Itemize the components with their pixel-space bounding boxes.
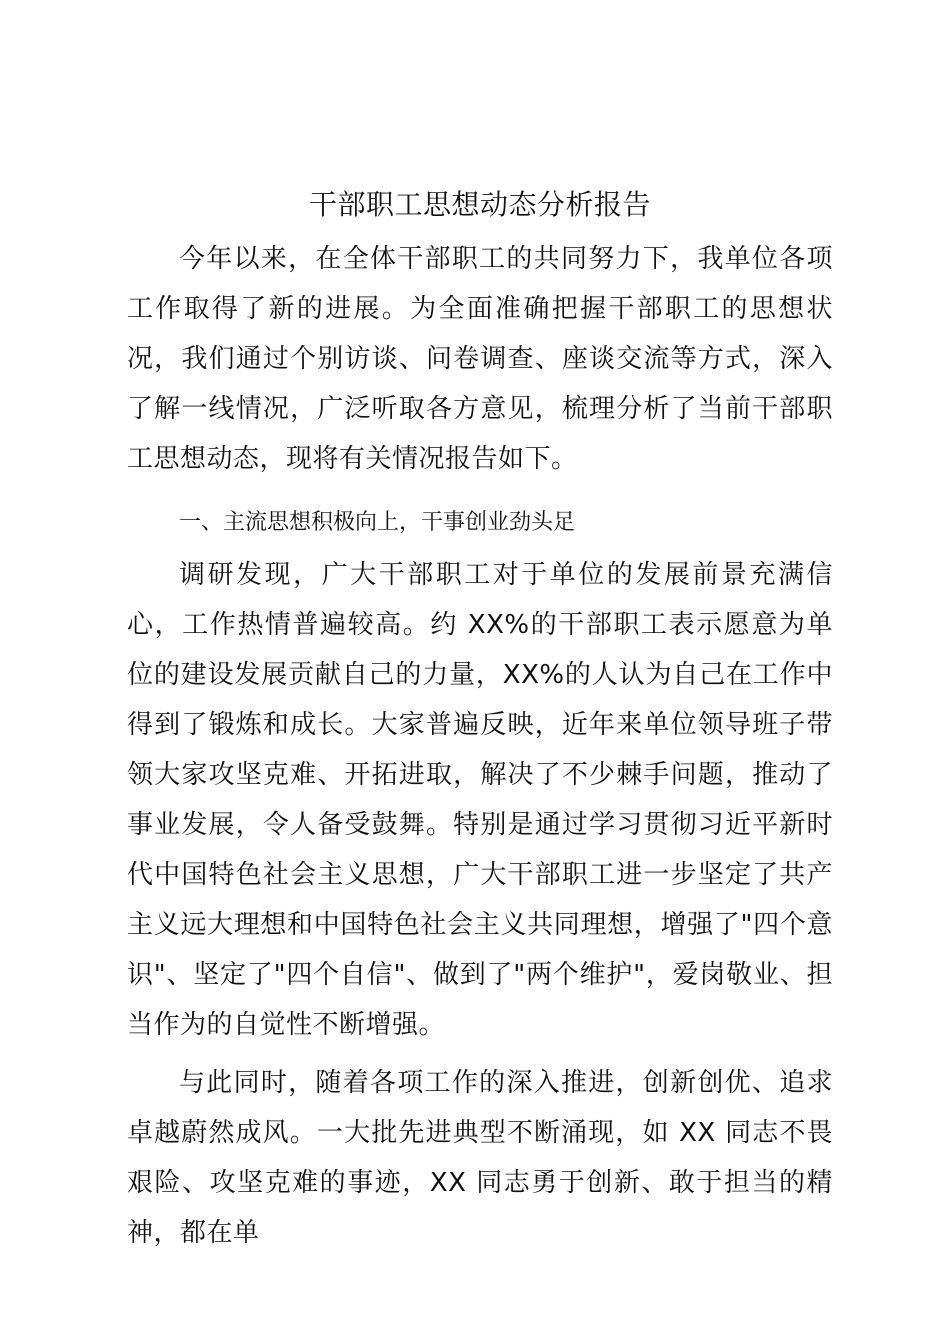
document-page [127, 184, 833, 1258]
paragraph-gap [127, 484, 833, 492]
section-heading-1: 一、主流思想积极向上，干事创业劲头足 [179, 510, 576, 535]
document-title: 干部职工思想动态分析报告 [308, 188, 651, 221]
paragraph-gap [127, 1050, 833, 1058]
section-1-paragraph-1: 调研发现，广大干部职工对于单位的发展前景充满信心，工作热情普遍较高。约 XX%的干部职工表示愿意为单位的建设发展贡献自己的力量，XX%的人认为自己在工作中得到了锻炼和成长。大家普遍反映，近年来单位领导班子带领大家攻坚克难、开拓进取，解决了不少棘手问题，推动了事业发展，令人备受鼓舞。特别是通过学习贯彻习近平新时代中国特色社会主义思想，广大干部职工进一步坚定了共产主义远大理想和中国特色社会主义共同理想，增强了"四个意识"、坚定了"四个自信"、做到了"两个维护"，爱岗敬业、担当作为的自觉性不断增强。 [127, 560, 833, 1040]
section-1-paragraph-2: 与此同时，随着各项工作的深入推进，创新创优、追求卓越蔚然成风。一大批先进典型不断涌现，如 XX 同志不畏艰险、攻坚克难的事迹，XX 同志勇于创新、敢于担当的精神，都在单 [127, 1068, 833, 1248]
intro-paragraph: 今年以来，在全体干部职工的共同努力下，我单位各项工作取得了新的进展。为全面准确把握干部职工的思想状况，我们通过个别访谈、问卷调查、座谈交流等方式，深入了解一线情况，广泛听取各方意见，梳理分析了当前干部职工思想动态，现将有关情况报告如下。 [127, 244, 833, 474]
